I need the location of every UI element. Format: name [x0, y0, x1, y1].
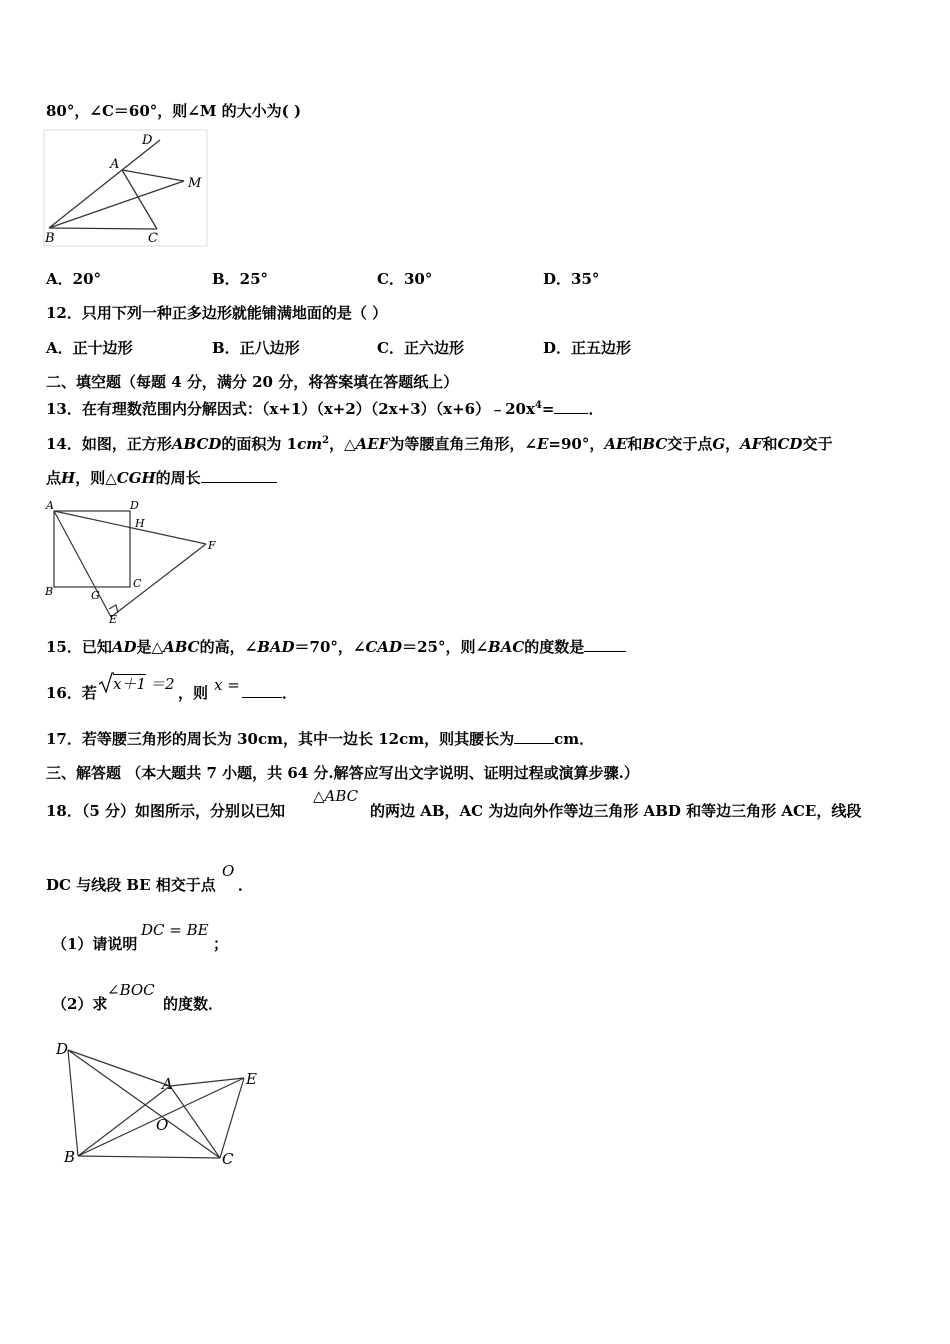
- q13: [46, 396, 604, 419]
- q14-label-b: B: [45, 585, 54, 598]
- q18-triangle-abc: △ABC: [313, 787, 359, 805]
- q14-text: ，△: [329, 435, 356, 453]
- q14-text: 14．如图，正方形: [46, 435, 172, 453]
- q14-label-h: H: [135, 517, 145, 530]
- q11-option-a: A．20°: [46, 270, 102, 288]
- q14-label-f: F: [208, 539, 216, 552]
- q18-part1-end: ；: [213, 935, 229, 953]
- q15-text: ＝25°，则∠: [402, 638, 489, 656]
- q14-label-g: G: [91, 589, 100, 602]
- q12-option-c: C．正六边形: [377, 339, 464, 357]
- q11-figure: [44, 130, 209, 248]
- q16-answer-blank: [242, 683, 282, 698]
- q11-label-a: A: [110, 157, 120, 172]
- q14-bc: BC: [642, 435, 668, 453]
- q18-figure: [50, 1038, 270, 1170]
- q16-end: ．: [282, 684, 298, 702]
- q11-label-m: M: [188, 176, 202, 191]
- q17: [46, 729, 594, 749]
- q16-equation-rhs: ＝2: [150, 675, 175, 693]
- q18-label-b: B: [64, 1148, 76, 1166]
- q13-text: 13．在有理数范围内分解因式：（x+1）（x+2）（2x+3）（x+6）﹣20x: [46, 400, 535, 418]
- q14-text: 的周长: [155, 469, 201, 487]
- q14-label-a: A: [46, 499, 54, 512]
- q14-text: ，: [725, 435, 741, 453]
- q15-text: 的度数是: [524, 638, 585, 656]
- q15-abc: ABC: [163, 638, 200, 656]
- q14-text: ，则△: [75, 469, 117, 487]
- section2-heading: 二、填空题（每题 4 分，满分 20 分，将答案填在答题纸上）: [46, 373, 459, 391]
- q14-h: H: [61, 469, 76, 487]
- q14-e: E: [536, 435, 549, 453]
- q13-equals: =: [541, 400, 555, 418]
- q14-af: AF: [740, 435, 763, 453]
- q15-bac: BAC: [488, 638, 525, 656]
- q14-unit-exponent: 2: [322, 435, 330, 446]
- q15-bad: BAD: [257, 638, 295, 656]
- q16-then: ，则: [178, 684, 209, 702]
- q15-ad: AD: [111, 638, 137, 656]
- q11-option-d: D．35°: [543, 270, 600, 288]
- q16-radicand: x＋1: [113, 675, 147, 693]
- q14-label-c: C: [133, 577, 142, 590]
- q11-label-b: B: [45, 231, 55, 246]
- q15-text: 15．已知: [46, 638, 112, 656]
- q18-line1-end: 的两边 AB，AC 为边向外作等边三角形 ABD 和等边三角形 ACE，线段: [370, 802, 862, 820]
- q13-answer-blank: [554, 399, 588, 414]
- q17-end: cm．: [554, 730, 595, 748]
- q18-label-a: A: [162, 1075, 173, 1093]
- sqrt-sign: [98, 672, 114, 694]
- q13-exponent: 4: [534, 400, 542, 411]
- q14-label-d: D: [130, 499, 139, 512]
- q17-text: 17．若等腰三角形的周长为 30cm，其中一边长 12cm，则其腰长为: [46, 730, 515, 748]
- q14-abcd: ABCD: [171, 435, 222, 453]
- q11-label-c: C: [148, 231, 158, 246]
- q14-text: 和: [762, 435, 778, 453]
- q14-line2: [46, 468, 277, 488]
- section3-heading: 三、解答题 （本大题共 7 小题，共 64 分.解答应写出文字说明、证明过程或演算步骤.）: [46, 764, 639, 782]
- q13-end: ．: [588, 400, 604, 418]
- q14-text: 的面积为 1: [221, 435, 298, 453]
- q12-option-d: D．正五边形: [543, 339, 632, 357]
- q14-unit: cm: [297, 435, 323, 453]
- q11-option-c: C．30°: [377, 270, 433, 288]
- q18-label-e: E: [246, 1070, 257, 1088]
- q14-text: 点: [46, 469, 62, 487]
- q16-label: 16．若: [46, 684, 97, 702]
- q15-answer-blank: [584, 637, 626, 652]
- q18-part2-formula: ∠BOC: [107, 981, 155, 999]
- q11-option-b: B．25°: [212, 270, 269, 288]
- q18-line1-start: 18．（5 分）如图所示，分别以已知: [46, 802, 286, 820]
- q18-part2: （2）求: [52, 995, 108, 1013]
- q11-stem: 80°，∠C＝60°，则∠M 的大小为( ): [46, 102, 302, 120]
- q14-answer-blank: [201, 468, 277, 483]
- q14-cd: CD: [777, 435, 803, 453]
- q16-answer: [242, 683, 297, 703]
- q14-text: 交于: [802, 435, 833, 453]
- q18-line2: DC 与线段 BE 相交于点: [46, 876, 216, 894]
- q18-label-d: D: [56, 1040, 69, 1058]
- q17-answer-blank: [514, 729, 554, 744]
- q15-text: ＝70°，∠: [294, 638, 366, 656]
- q15: [46, 637, 626, 657]
- q18-part1: （1）请说明: [52, 935, 138, 953]
- q18-label-o: O: [156, 1116, 169, 1134]
- q14-line1: [46, 431, 832, 454]
- q15-cad: CAD: [365, 638, 403, 656]
- q12-option-b: B．正八边形: [212, 339, 300, 357]
- q12-option-a: A．正十边形: [46, 339, 133, 357]
- q11-label-d: D: [142, 133, 153, 148]
- q14-text: 为等腰直角三角形，∠: [389, 435, 537, 453]
- q18-part1-formula: DC = BE: [141, 921, 209, 939]
- q14-text: =90°，: [548, 435, 605, 453]
- q18-point-o: O: [222, 862, 235, 880]
- q14-text: 和: [627, 435, 643, 453]
- q18-line2-end: ．: [238, 876, 254, 894]
- q18-label-c: C: [222, 1150, 234, 1168]
- q12-stem: 12．只用下列一种正多边形就能铺满地面的是（ ）: [46, 304, 388, 322]
- q16-x-equals: x =: [214, 676, 240, 694]
- q15-text: 的高，∠: [199, 638, 258, 656]
- q14-cgh: CGH: [116, 469, 156, 487]
- q14-label-e: E: [109, 613, 118, 626]
- q14-g: G: [712, 435, 726, 453]
- q14-aef: AEF: [355, 435, 390, 453]
- q15-text: 是△: [136, 638, 164, 656]
- q14-ae: AE: [604, 435, 628, 453]
- q18-part2-end: 的度数．: [163, 995, 224, 1013]
- q14-text: 交于点: [667, 435, 713, 453]
- q14-figure: [44, 497, 224, 625]
